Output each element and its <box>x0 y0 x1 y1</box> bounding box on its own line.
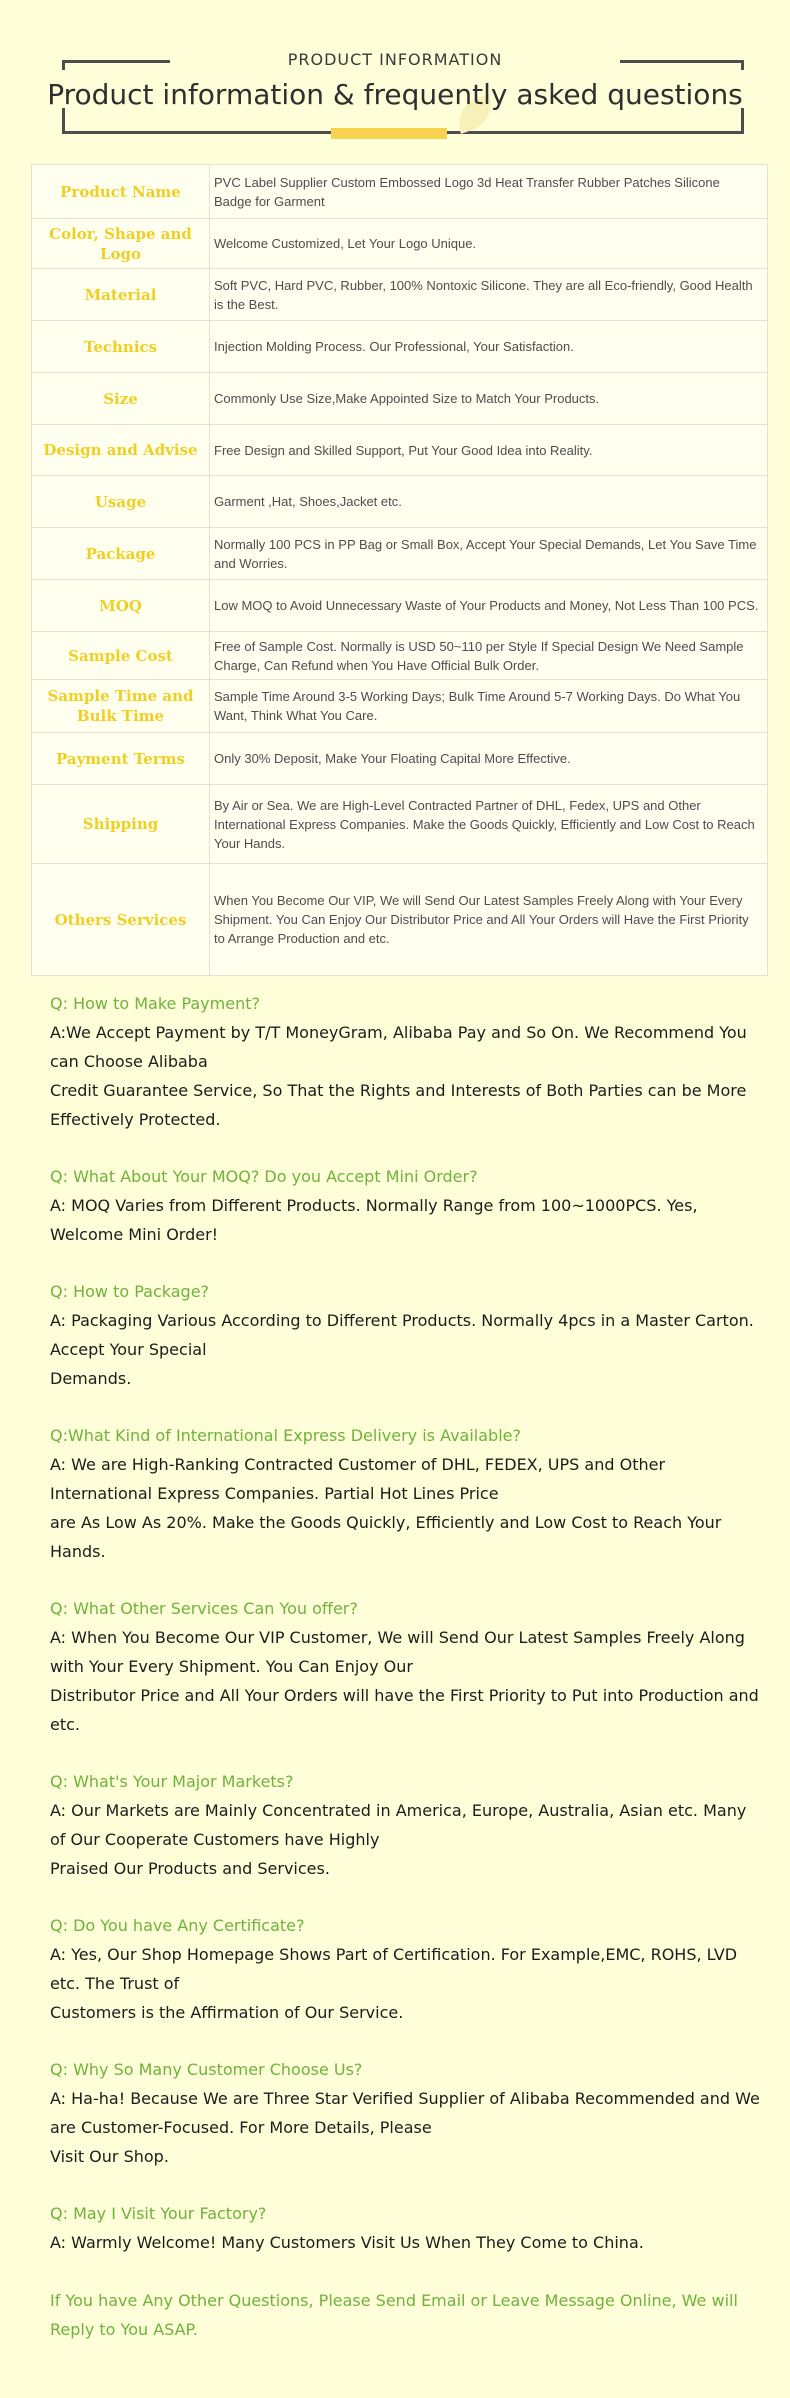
faq-answer-line: A: Yes, Our Shop Homepage Shows Part of Certification. For Example,EMC, ROHS, LVD etc. The Trust of <box>50 1945 738 1993</box>
spec-value: Sample Time Around 3-5 Working Days; Bulk Time Around 5-7 Working Days. Do What You Want, Think What You Care. <box>210 680 768 733</box>
spec-row-usage <box>32 476 768 528</box>
spec-label: Shipping <box>32 785 210 864</box>
faq-answer-line: Demands. <box>50 1369 132 1388</box>
faq-answer-line: are As Low As 20%. Make the Goods Quickly, Efficiently and Low Cost to Reach Your Hands. <box>50 1513 722 1561</box>
spec-value: Free of Sample Cost. Normally is USD 50~110 per Style If Special Design We Need Sample Charge, Can Refund when You Have Official Bulk Order. <box>210 632 768 680</box>
spec-value: By Air or Sea. We are High-Level Contracted Partner of DHL, Fedex, UPS and Other International Express Companies. Make the Goods Quickly, Efficiently and Low Cost to Reach Your Hands. <box>210 785 768 864</box>
spec-value: Commonly Use Size,Make Appointed Size to Match Your Products. <box>210 373 768 425</box>
spec-label: Sample Time and Bulk Time <box>32 680 210 733</box>
spec-row-sample-bulk-time <box>32 680 768 733</box>
spec-label: Others Services <box>32 864 210 976</box>
faq-answer-line: A: Warmly Welcome! Many Customers Visit Us When They Come to China. <box>50 2233 644 2252</box>
spec-row-color-shape-logo <box>32 219 768 269</box>
spec-value: PVC Label Supplier Custom Embossed Logo 3d Heat Transfer Rubber Patches Silicone Badge for Garment <box>210 165 768 219</box>
faq-question: Q: Do You have Any Certificate? <box>50 1916 305 1935</box>
faq-answer-line: A: Ha-ha! Because We are Three Star Verified Supplier of Alibaba Recommended and We are Customer-Focused. For More Details, Please <box>50 2089 760 2137</box>
header-kicker: PRODUCT INFORMATION <box>287 50 503 69</box>
faq-answer-line: Credit Guarantee Service, So That the Rights and Interests of Both Parties can be More Effectively Protected. <box>50 1081 747 1129</box>
faq-answer-line: A: Our Markets are Mainly Concentrated in America, Europe, Australia, Asian etc. Many of Our Cooperate Customers have Highly <box>50 1801 747 1849</box>
faq-answer-line: Customers is the Affirmation of Our Service. <box>50 2003 404 2022</box>
faq-question: Q:What Kind of International Express Delivery is Available? <box>50 1426 521 1445</box>
faq-item-factory-visit <box>50 2200 762 2257</box>
spec-value: Injection Molding Process. Our Professional, Your Satisfaction. <box>210 321 768 373</box>
spec-row-design-advise <box>32 425 768 476</box>
section-header <box>0 0 790 150</box>
spec-label: Color, Shape and Logo <box>32 219 210 269</box>
faq-answer-line: A: Packaging Various According to Different Products. Normally 4pcs in a Master Carton. Accept Your Special <box>50 1311 754 1359</box>
page-title: Product information & frequently asked questions <box>47 78 743 111</box>
faq-item-moq <box>50 1163 762 1249</box>
spec-label: Design and Advise <box>32 425 210 476</box>
spec-label: Size <box>32 373 210 425</box>
spec-row-material <box>32 269 768 321</box>
faq-section <box>50 990 762 2344</box>
faq-answer-line: A: MOQ Varies from Different Products. Normally Range from 100~1000PCS. Yes, Welcome Mini Order! <box>50 1196 698 1244</box>
spec-value: Welcome Customized, Let Your Logo Unique. <box>210 219 768 269</box>
spec-label: Technics <box>32 321 210 373</box>
spec-label: Package <box>32 528 210 580</box>
spec-row-package <box>32 528 768 580</box>
spec-row-product-name <box>32 165 768 219</box>
faq-answer-line: Visit Our Shop. <box>50 2147 169 2166</box>
spec-row-sample-cost <box>32 632 768 680</box>
faq-question: Q: Why So Many Customer Choose Us? <box>50 2060 363 2079</box>
faq-question: Q: What About Your MOQ? Do you Accept Mini Order? <box>50 1167 478 1186</box>
spec-row-technics <box>32 321 768 373</box>
faq-question: Q: How to Package? <box>50 1282 210 1301</box>
closing-note: If You have Any Other Questions, Please Send Email or Leave Message Online, We will Reply to You ASAP. <box>50 2291 738 2339</box>
faq-item-services <box>50 1595 762 1739</box>
faq-answer-line: Distributor Price and All Your Orders will have the First Priority to Put into Production and etc. <box>50 1686 759 1734</box>
faq-answer-line: A: When You Become Our VIP Customer, We will Send Our Latest Samples Freely Along with Your Every Shipment. You Can Enjoy Our <box>50 1628 745 1676</box>
faq-question: Q: How to Make Payment? <box>50 994 260 1013</box>
faq-question: Q: May I Visit Your Factory? <box>50 2204 267 2223</box>
title-underline <box>331 128 447 139</box>
spec-label: Usage <box>32 476 210 528</box>
faq-item-why-us <box>50 2056 762 2171</box>
spec-value: Soft PVC, Hard PVC, Rubber, 100% Nontoxic Silicone. They are all Eco-friendly, Good Health is the Best. <box>210 269 768 321</box>
faq-question: Q: What's Your Major Markets? <box>50 1772 294 1791</box>
spec-row-size <box>32 373 768 425</box>
spec-label: Material <box>32 269 210 321</box>
spec-label: Sample Cost <box>32 632 210 680</box>
spec-value: Only 30% Deposit, Make Your Floating Capital More Effective. <box>210 733 768 785</box>
faq-item-payment <box>50 990 762 1134</box>
spec-label: MOQ <box>32 580 210 632</box>
spec-row-payment-terms <box>32 733 768 785</box>
faq-answer-line: Praised Our Products and Services. <box>50 1859 330 1878</box>
spec-value: Free Design and Skilled Support, Put Your Good Idea into Reality. <box>210 425 768 476</box>
spec-value: Normally 100 PCS in PP Bag or Small Box, Accept Your Special Demands, Let You Save Time and Worries. <box>210 528 768 580</box>
spec-label: Payment Terms <box>32 733 210 785</box>
faq-answer-line: A: We are High-Ranking Contracted Customer of DHL, FEDEX, UPS and Other International Express Companies. Partial Hot Lines Price <box>50 1455 666 1503</box>
spec-row-other-services <box>32 864 768 976</box>
faq-item-express <box>50 1422 762 1566</box>
faq-question: Q: What Other Services Can You offer? <box>50 1599 358 1618</box>
spec-row-shipping <box>32 785 768 864</box>
spec-value: When You Become Our VIP, We will Send Our Latest Samples Freely Along with Your Every Shipment. You Can Enjoy Our Distributor Price and All Your Orders will Have the First Priority to Arrange Production and etc. <box>210 864 768 976</box>
faq-item-package <box>50 1278 762 1393</box>
spec-row-moq <box>32 580 768 632</box>
faq-item-certificate <box>50 1912 762 2027</box>
faq-item-markets <box>50 1768 762 1883</box>
spec-value: Low MOQ to Avoid Unnecessary Waste of Your Products and Money, Not Less Than 100 PCS. <box>210 580 768 632</box>
faq-answer-line: A:We Accept Payment by T/T MoneyGram, Alibaba Pay and So On. We Recommend You can Choose Alibaba <box>50 1023 747 1071</box>
product-spec-table <box>31 164 768 976</box>
spec-label: Product Name <box>32 165 210 219</box>
spec-value: Garment ,Hat, Shoes,Jacket etc. <box>210 476 768 528</box>
